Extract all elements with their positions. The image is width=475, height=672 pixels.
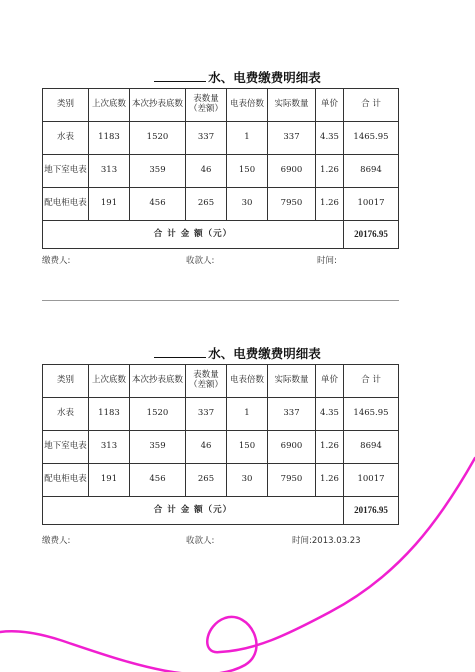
table-cell: 1 (227, 122, 268, 155)
table-cell: 30 (227, 188, 268, 221)
table-cell: 7950 (268, 188, 316, 221)
table-cell: 191 (89, 188, 130, 221)
total-value: 20176.95 (344, 497, 399, 525)
time-value: 2013.03.23 (311, 536, 361, 546)
table-cell: 1183 (89, 398, 130, 431)
table-cell: 10017 (344, 188, 399, 221)
table-cell: 水表 (43, 122, 89, 155)
table-cell: 4.35 (316, 398, 344, 431)
header-cell: 单价 (316, 89, 344, 122)
table-cell: 1.26 (316, 464, 344, 497)
table-cell: 337 (186, 122, 227, 155)
table-cell: 150 (227, 431, 268, 464)
table-cell: 359 (130, 155, 186, 188)
table-cell: 1183 (89, 122, 130, 155)
table-cell: 8694 (344, 155, 399, 188)
table-cell: 6900 (268, 431, 316, 464)
table-cell: 8694 (344, 431, 399, 464)
table-cell: 1520 (130, 122, 186, 155)
header-cell: 上次底数 (89, 89, 130, 122)
total-label: 合 计 金 额（元） (43, 221, 344, 249)
header-cell: 电表倍数 (227, 89, 268, 122)
header-cell: 合 计 (344, 89, 399, 122)
table-cell: 1520 (130, 398, 186, 431)
title-text: 水、电费缴费明细表 (208, 346, 321, 361)
table-cell: 191 (89, 464, 130, 497)
table-cell: 313 (89, 155, 130, 188)
table-cell: 265 (186, 188, 227, 221)
table-cell: 313 (89, 431, 130, 464)
table-cell: 456 (130, 464, 186, 497)
header-cell: 合 计 (344, 365, 399, 398)
header-cell: 表数量（差额） (186, 89, 227, 122)
table-cell: 1465.95 (344, 398, 399, 431)
table-cell: 水表 (43, 398, 89, 431)
total-label: 合 计 金 额（元） (43, 497, 344, 525)
table-cell: 359 (130, 431, 186, 464)
table-cell: 6900 (268, 155, 316, 188)
table-cell: 46 (186, 431, 227, 464)
header-cell: 电表倍数 (227, 365, 268, 398)
table-cell: 30 (227, 464, 268, 497)
table-cell: 337 (186, 398, 227, 431)
table-cell: 1.26 (316, 155, 344, 188)
payee-label: 收款人: (186, 256, 215, 266)
payer-label: 缴费人: (42, 256, 71, 266)
table-cell: 1.26 (316, 188, 344, 221)
table-cell: 46 (186, 155, 227, 188)
header-cell: 本次抄表底数 (130, 365, 186, 398)
table-cell: 1 (227, 398, 268, 431)
header-cell: 本次抄表底数 (130, 89, 186, 122)
table-cell: 4.35 (316, 122, 344, 155)
payer-label: 缴费人: (42, 536, 71, 546)
table-cell: 1465.95 (344, 122, 399, 155)
header-cell: 实际数量 (268, 365, 316, 398)
table-cell: 配电柜电表 (43, 188, 89, 221)
table-cell: 1.26 (316, 431, 344, 464)
table-cell: 地下室电表 (43, 155, 89, 188)
table-cell: 10017 (344, 464, 399, 497)
header-cell: 上次底数 (89, 365, 130, 398)
table-cell: 337 (268, 122, 316, 155)
table-cell: 地下室电表 (43, 431, 89, 464)
time-label-text: 时间: (317, 256, 337, 266)
header-cell: 实际数量 (268, 89, 316, 122)
header-cell: 表数量（差额） (186, 365, 227, 398)
table-cell: 265 (186, 464, 227, 497)
table-cell: 337 (268, 398, 316, 431)
table-cell: 7950 (268, 464, 316, 497)
header-cell: 类别 (43, 89, 89, 122)
payee-label: 收款人: (186, 536, 215, 546)
ribbon-stroke (0, 458, 475, 672)
title-text: 水、电费缴费明细表 (208, 70, 321, 85)
total-value: 20176.95 (344, 221, 399, 249)
time-label-text: 时间: (292, 536, 312, 546)
table-cell: 456 (130, 188, 186, 221)
header-cell: 类别 (43, 365, 89, 398)
header-cell: 单价 (316, 365, 344, 398)
table-cell: 150 (227, 155, 268, 188)
table-cell: 配电柜电表 (43, 464, 89, 497)
